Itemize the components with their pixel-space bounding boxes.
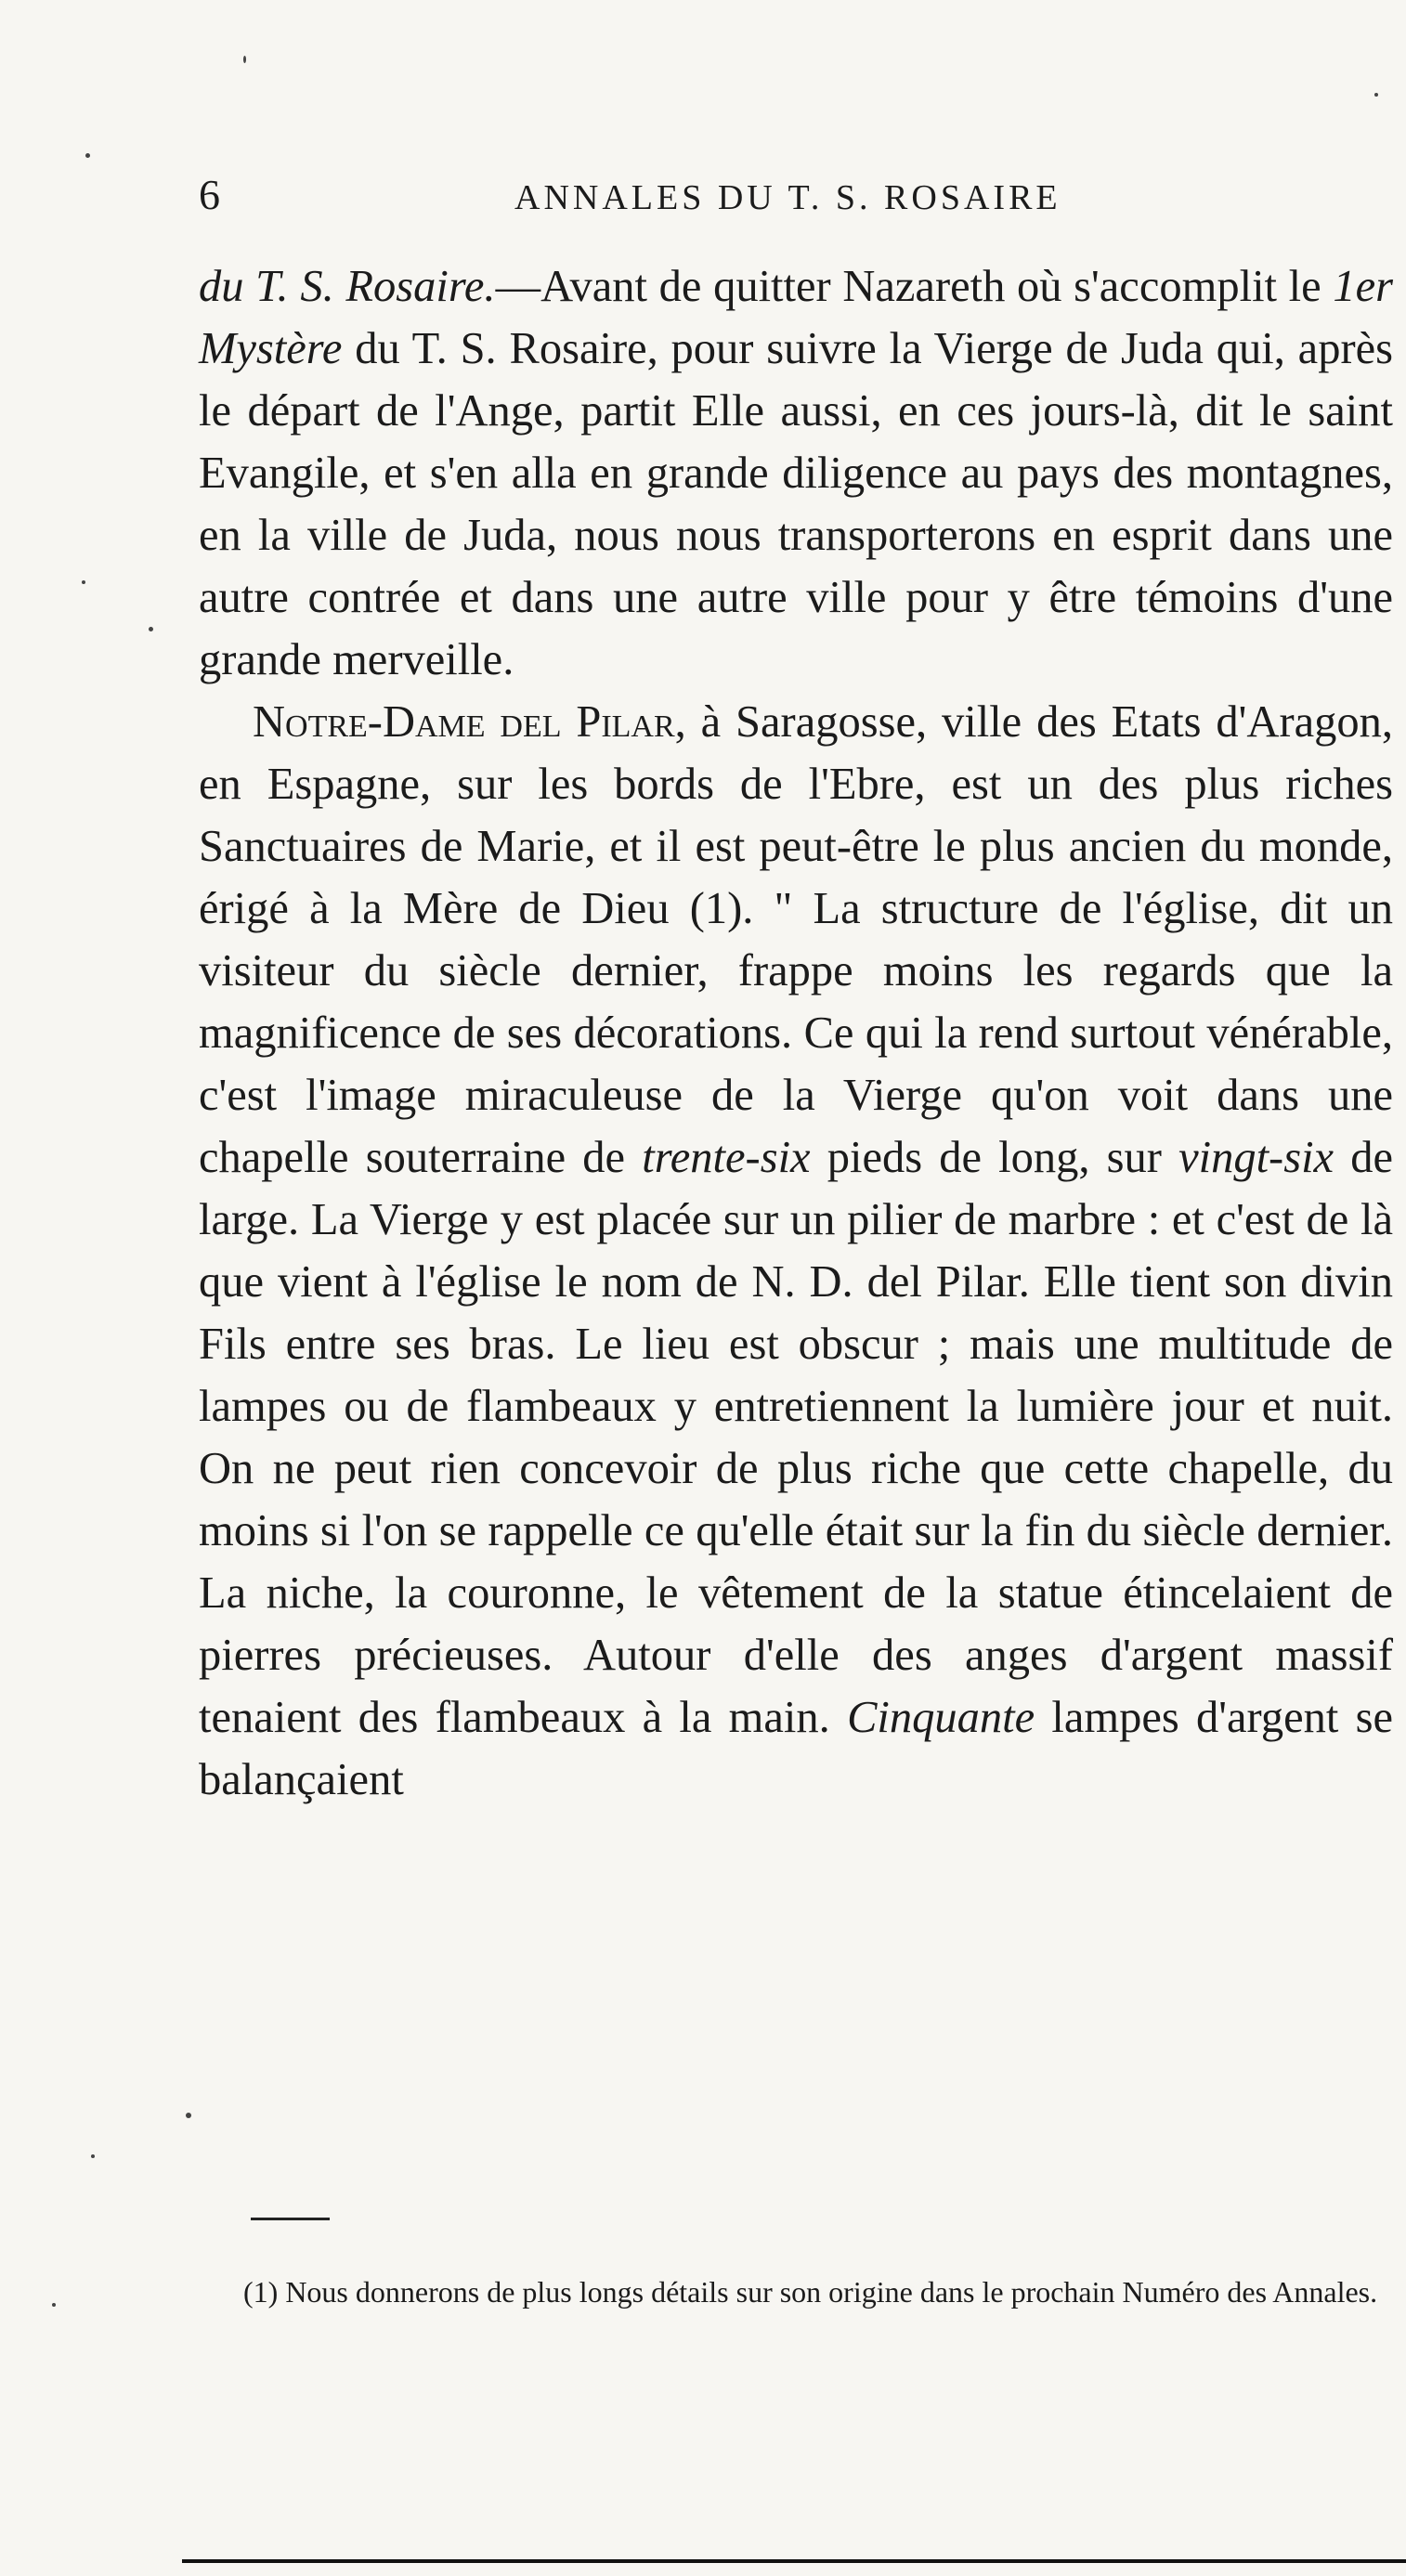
scan-speck bbox=[91, 2154, 95, 2158]
italic-trente-six: trente-six bbox=[642, 1133, 811, 1182]
footnote: (1) Nous donnerons de plus longs détails sur son origine dans le prochain Numéro des Annales. bbox=[243, 2275, 1378, 2309]
scan-speck bbox=[186, 2113, 191, 2118]
paragraph-text: , à Saragosse, ville des Etats d'Aragon, en Espagne, sur les bords de l'Ebre, est un des plus riches Sanctuaires de Marie, et il est peut-être le plus ancien du monde, érigé à la Mère de Dieu (1). " La structure de l'église, dit un visiteur du siècle dernier, frappe moins les regards que la magnificence de ses décorations. Ce qui la rend surtout vénérable, c'est l'image miraculeuse de la Vierge qu'on voit dans une chapelle souterraine de bbox=[199, 697, 1393, 1182]
paragraph-text: —Avant de quitter Nazareth où s'accomplit le bbox=[495, 262, 1334, 311]
italic-cinquante: Cinquante bbox=[847, 1693, 1035, 1742]
paragraph-pilar bbox=[199, 691, 1393, 1811]
scan-speck bbox=[52, 2303, 56, 2307]
scan-speck bbox=[149, 627, 153, 631]
paragraph-text: de large. La Vierge y est placée sur un pilier de marbre : et c'est de là que vient à l'église le nom de N. D. del Pilar. Elle tient son divin Fils entre ses bras. Le lieu est obscur ; mais une multitude de lampes ou de flambeaux y entretiennent la lumière jour et nuit. On ne peut rien concevoir de plus riche que cette chapelle, du moins si l'on se rappelle ce qu'elle était sur la fin du siècle dernier. La niche, la couronne, le vêtement de la statue étincelaient de pierres précieuses. Autour d'elle des anges d'argent massif tenaient des flambeaux à la main. bbox=[199, 1133, 1393, 1742]
paragraph-text: lampes d'argent se balançaient bbox=[199, 1693, 1394, 1804]
scan-speck bbox=[82, 580, 85, 584]
paragraph-text: pieds de long, sur bbox=[810, 1133, 1179, 1182]
footnote-rule bbox=[251, 2218, 330, 2220]
italic-vingt-six: vingt-six bbox=[1178, 1133, 1334, 1182]
page-header bbox=[199, 167, 1397, 232]
italic-mystere: 1er Mystère bbox=[199, 262, 1393, 373]
running-head: ANNALES DU T. S. ROSAIRE bbox=[514, 178, 1061, 217]
paragraph-continuation bbox=[199, 255, 1393, 691]
sanctuary-title: Notre-Dame del Pilar bbox=[253, 697, 675, 747]
scan-speck bbox=[85, 153, 90, 158]
paragraph-text: du T. S. Rosaire, pour suivre la Vierge de Juda qui, après le départ de l'Ange, partit Elle aussi, en ces jours-là, dit le saint Evangile, et s'en alla en grande diligence au pays des montagnes, en la ville de Juda, nous nous transporterons en esprit dans une autre contrée et dans une autre ville pour y être témoins d'une grande merveille. bbox=[199, 324, 1393, 684]
scan-speck bbox=[243, 56, 246, 63]
italic-rosaire: du T. S. Rosaire. bbox=[199, 262, 496, 311]
body-text bbox=[199, 255, 1393, 1811]
bottom-border-line bbox=[182, 2559, 1406, 2563]
page-number: 6 bbox=[199, 171, 220, 218]
scan-speck bbox=[1374, 93, 1378, 97]
